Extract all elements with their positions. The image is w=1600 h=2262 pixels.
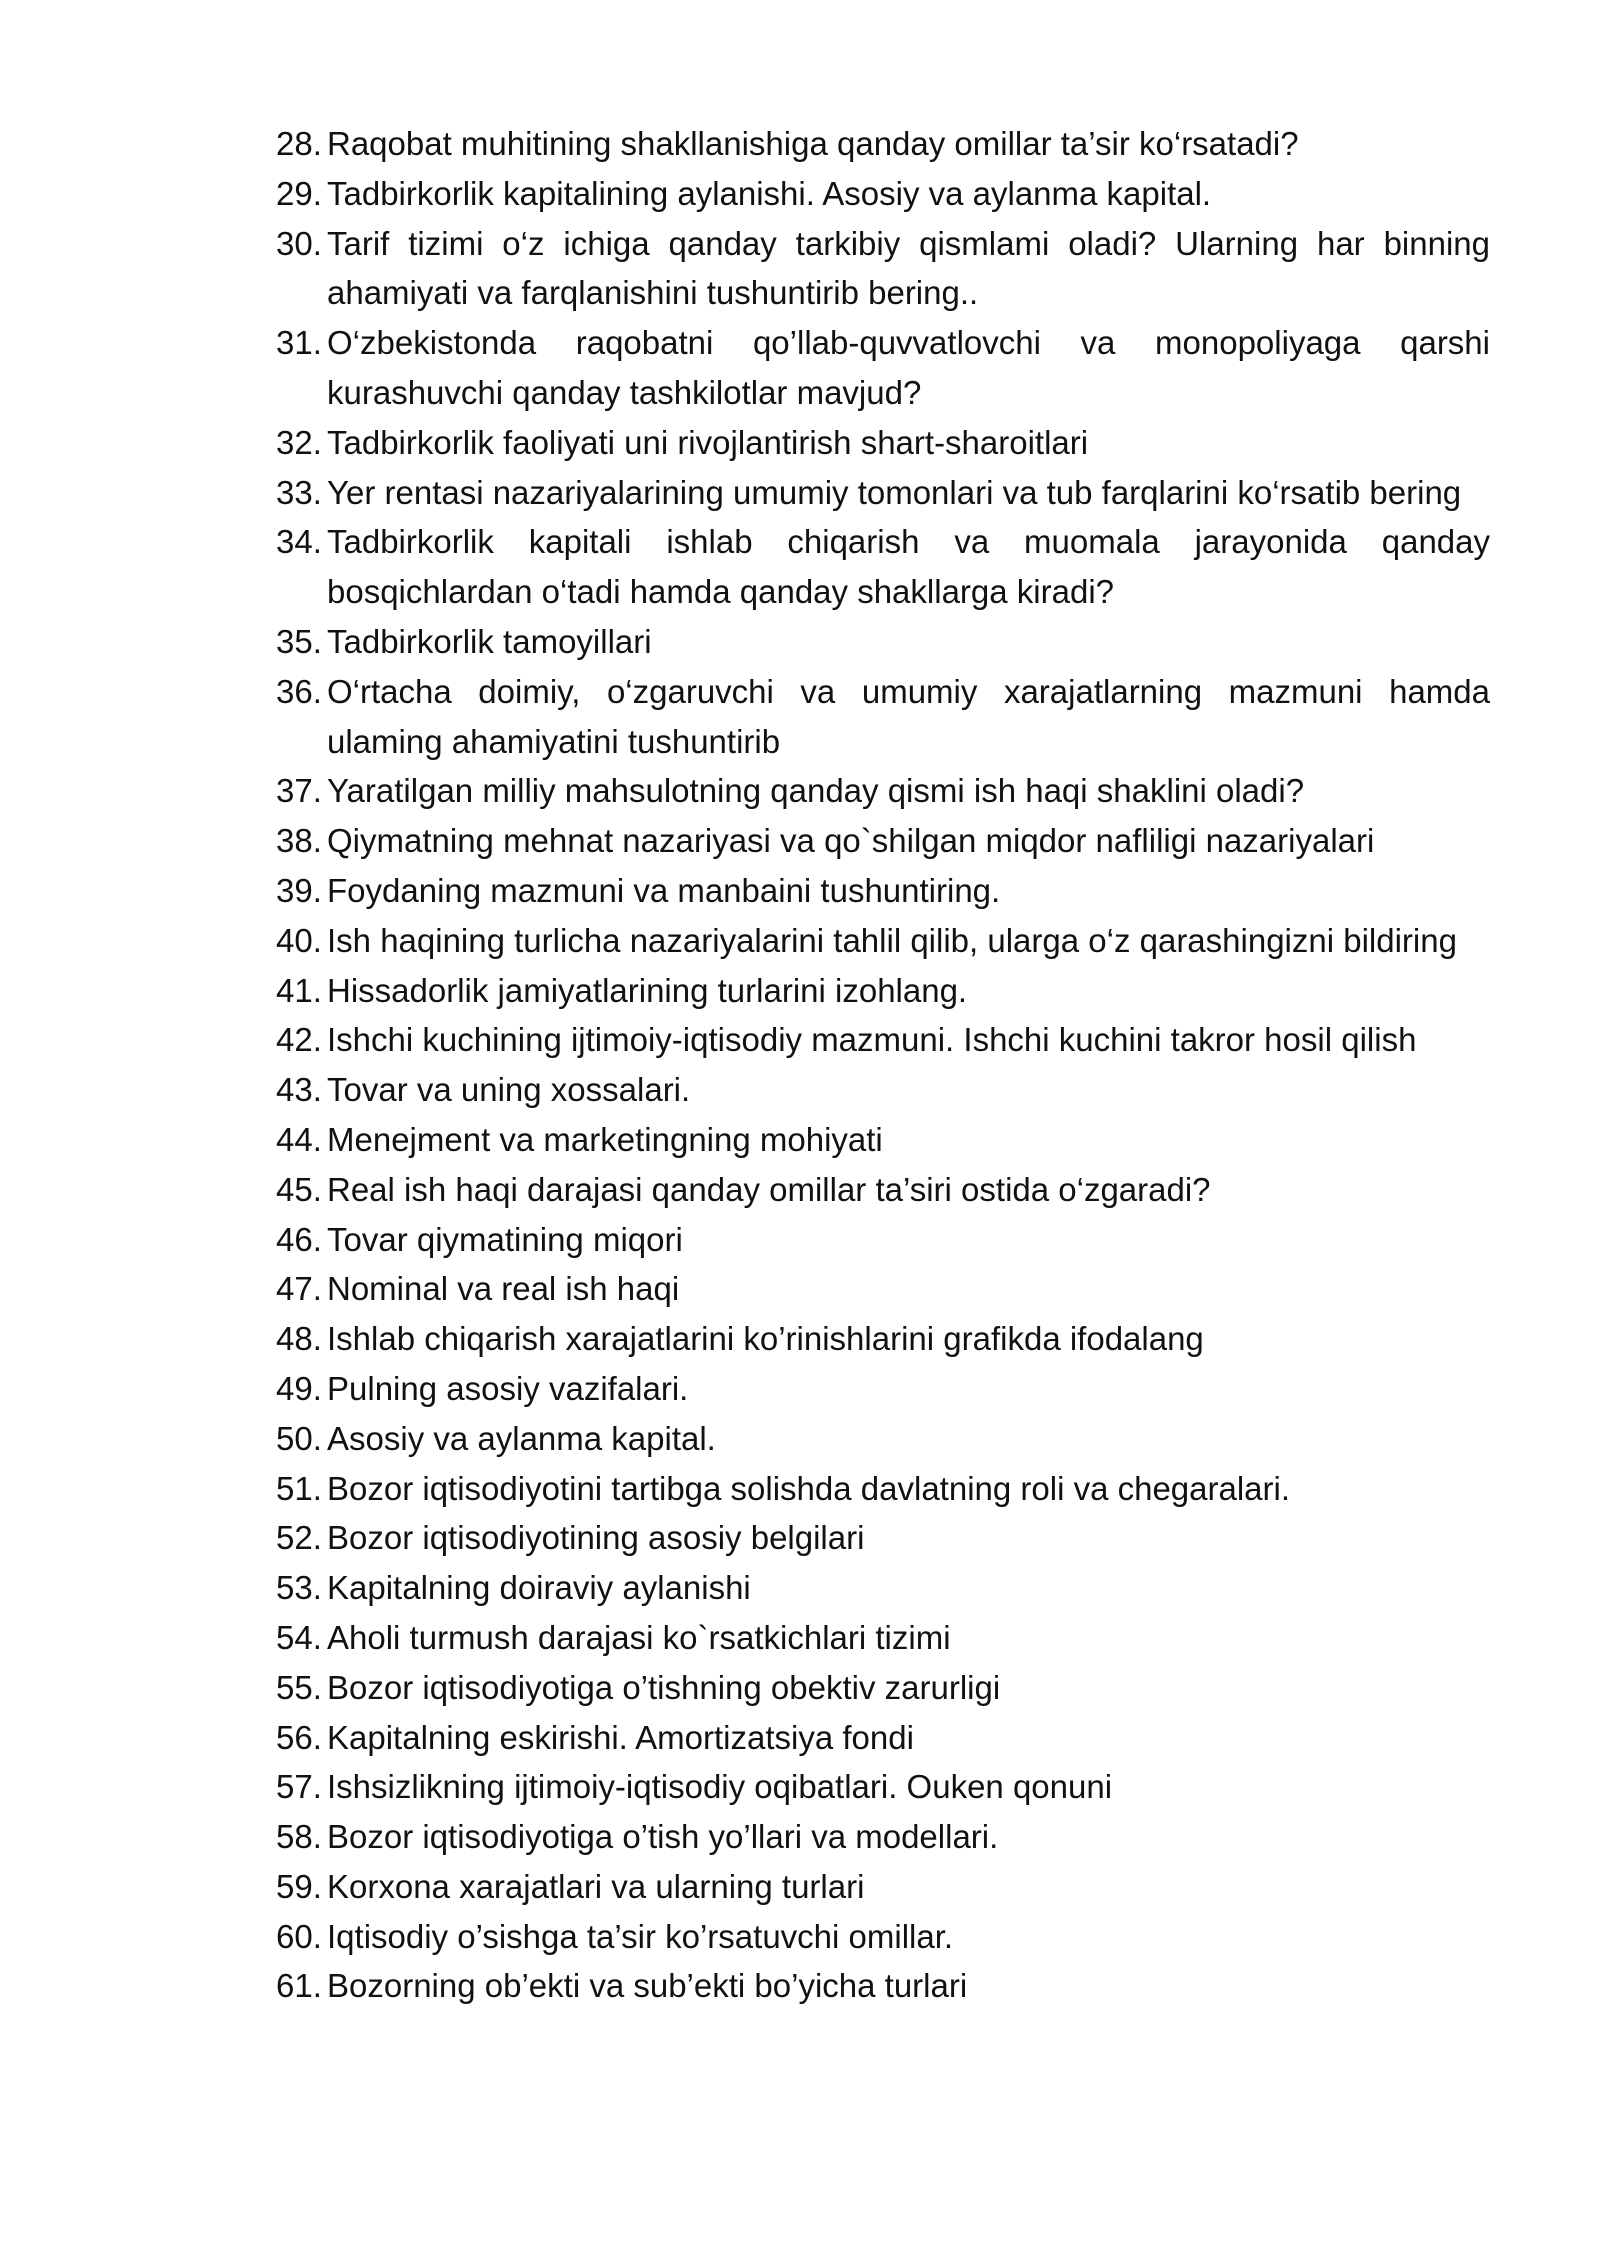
question-text: Ishlab chiqarish xarajatlarini ko’rinishlarini grafikda ifodalang xyxy=(327,1320,1204,1358)
question-item xyxy=(276,418,1490,468)
question-number: 41. xyxy=(276,971,322,1009)
question-number: 61. xyxy=(276,1967,322,2005)
question-number: 46. xyxy=(276,1220,322,1258)
question-item xyxy=(276,1065,1490,1115)
question-item xyxy=(276,1862,1490,1912)
question-text: Tovar va uning xossalari. xyxy=(327,1071,691,1109)
question-text: Bozor iqtisodiyotini tartibga solishda davlatning roli va chegaralari. xyxy=(327,1469,1291,1507)
question-number: 52. xyxy=(276,1519,322,1557)
question-number: 37. xyxy=(276,772,322,810)
question-text: Real ish haqi darajasi qanday omillar ta’siri ostida o‘zgaradi? xyxy=(327,1170,1211,1208)
question-number: 50. xyxy=(276,1419,322,1457)
question-item xyxy=(276,1464,1490,1514)
question-item xyxy=(276,1314,1490,1364)
question-item xyxy=(276,1513,1490,1563)
question-item xyxy=(276,1762,1490,1812)
question-item xyxy=(276,219,1490,319)
question-item xyxy=(276,1663,1490,1713)
question-item xyxy=(276,517,1490,617)
question-number: 32. xyxy=(276,423,322,461)
question-item xyxy=(276,1961,1490,2011)
question-text: O‘zbekistonda raqobatni qo’llab-quvvatlovchi va monopoliyaga qarshi kurashuvchi qanday tashkilotlar mavjud? xyxy=(327,324,1490,411)
question-number: 59. xyxy=(276,1867,322,1905)
question-item xyxy=(276,1115,1490,1165)
question-text: Yaratilgan milliy mahsulotning qanday qismi ish haqi shaklini oladi? xyxy=(327,772,1305,810)
question-number: 47. xyxy=(276,1270,322,1308)
question-text: Pulning asosiy vazifalari. xyxy=(327,1369,689,1407)
question-number: 57. xyxy=(276,1768,322,1806)
question-text: Kapitalning eskirishi. Amortizatsiya fondi xyxy=(327,1718,914,1756)
question-text: Asosiy va aylanma kapital. xyxy=(327,1419,716,1457)
question-text: Qiymatning mehnat nazariyasi va qo`shilgan miqdor nafliligi nazariyalari xyxy=(327,822,1375,860)
question-item xyxy=(276,617,1490,667)
question-item xyxy=(276,966,1490,1016)
question-number: 31. xyxy=(276,324,322,362)
question-number: 34. xyxy=(276,523,322,561)
question-item xyxy=(276,667,1490,767)
question-text: Yer rentasi nazariyalarining umumiy tomonlari va tub farqlarini ko‘rsatib bering xyxy=(327,473,1462,511)
question-number: 42. xyxy=(276,1021,322,1059)
question-item xyxy=(276,916,1490,966)
question-item xyxy=(276,866,1490,916)
question-number: 51. xyxy=(276,1469,322,1507)
question-text: Tovar qiymatining miqori xyxy=(327,1220,683,1258)
question-item xyxy=(276,1812,1490,1862)
question-text: Iqtisodiy o’sishga ta’sir ko’rsatuvchi omillar. xyxy=(327,1917,954,1955)
question-number: 40. xyxy=(276,921,322,959)
question-number: 58. xyxy=(276,1818,322,1856)
question-text: O‘rtacha doimiy, o‘zgaruvchi va umumiy xarajatlarning mazmuni hamda ulaming ahamiyatini tushuntirib xyxy=(327,672,1490,760)
question-text: Bozor iqtisodiyotiga o’tishning obektiv zarurligi xyxy=(327,1668,1001,1706)
question-number: 48. xyxy=(276,1320,322,1358)
question-text: Tarif tizimi o‘z ichiga qanday tarkibiy qismlami oladi? Ularning har binning ahamiyati va farqlanishini tushuntirib bering.. xyxy=(327,224,1490,312)
question-number: 44. xyxy=(276,1120,322,1158)
question-item xyxy=(276,766,1490,816)
question-text: Tadbirkorlik tamoyillari xyxy=(327,622,652,660)
question-number: 30. xyxy=(276,224,322,262)
question-item xyxy=(276,169,1490,219)
question-text: Ishsizlikning ijtimoiy-iqtisodiy oqibatlari. Ouken qonuni xyxy=(327,1768,1113,1806)
question-item xyxy=(276,1264,1490,1314)
question-number: 36. xyxy=(276,672,322,710)
question-number: 33. xyxy=(276,473,322,511)
question-text: Hissadorlik jamiyatlarining turlarini izohlang. xyxy=(327,971,968,1009)
question-number: 53. xyxy=(276,1569,322,1607)
question-number: 28. xyxy=(276,125,322,162)
question-text: Ishchi kuchining ijtimoiy-iqtisodiy mazmuni. Ishchi kuchini takror hosil qilish xyxy=(327,1021,1417,1059)
question-number: 49. xyxy=(276,1369,322,1407)
question-number: 56. xyxy=(276,1718,322,1756)
question-text: Bozorning ob’ekti va sub’ekti bo’yicha turlari xyxy=(327,1967,968,2005)
question-number: 43. xyxy=(276,1071,322,1109)
question-text: Menejment va marketingning mohiyati xyxy=(327,1120,883,1158)
question-number: 54. xyxy=(276,1618,322,1656)
question-text: Korxona xarajatlari va ularning turlari xyxy=(327,1867,865,1905)
question-number: 38. xyxy=(276,822,322,860)
question-text: Bozor iqtisodiyotining asosiy belgilari xyxy=(327,1519,865,1557)
question-item xyxy=(276,1912,1490,1962)
question-number: 55. xyxy=(276,1668,322,1706)
question-number: 45. xyxy=(276,1170,322,1208)
question-item xyxy=(276,1713,1490,1763)
question-text: Ish haqining turlicha nazariyalarini tahlil qilib, ularga o‘z qarashingizni bildiring xyxy=(327,921,1457,959)
question-item xyxy=(276,468,1490,518)
question-text: Tadbirkorlik faoliyati uni rivojlantirish shart-sharoitlari xyxy=(327,423,1089,461)
question-text: Bozor iqtisodiyotiga o’tish yo’llari va modellari. xyxy=(327,1818,999,1856)
question-item xyxy=(276,1563,1490,1613)
question-item xyxy=(276,1165,1490,1215)
question-number: 35. xyxy=(276,622,322,660)
question-item xyxy=(276,1215,1490,1265)
question-item xyxy=(276,816,1490,866)
question-item xyxy=(276,1414,1490,1464)
question-item xyxy=(276,318,1490,418)
question-list xyxy=(276,119,1490,2011)
question-number: 39. xyxy=(276,871,322,909)
question-item xyxy=(276,1364,1490,1414)
question-text: Kapitalning doiraviy aylanishi xyxy=(327,1569,751,1607)
question-item xyxy=(276,1015,1490,1065)
question-text: Aholi turmush darajasi ko`rsatkichlari tizimi xyxy=(327,1618,951,1656)
question-text: Tadbirkorlik kapitalining aylanishi. Asosiy va aylanma kapital. xyxy=(327,174,1212,212)
question-text: Raqobat muhitining shakllanishiga qanday omillar ta’sir ko‘rsatadi? xyxy=(327,125,1299,162)
question-text: Nominal va real ish haqi xyxy=(327,1270,680,1308)
question-text: Tadbirkorlik kapitali ishlab chiqarish va muomala jarayonida qanday bosqichlardan o‘tadi hamda qanday shakllarga kiradi? xyxy=(327,523,1490,611)
question-text: Foydaning mazmuni va manbaini tushuntiring. xyxy=(327,871,1001,909)
question-item xyxy=(276,119,1490,169)
question-item xyxy=(276,1613,1490,1663)
question-number: 60. xyxy=(276,1917,322,1955)
question-number: 29. xyxy=(276,174,322,212)
